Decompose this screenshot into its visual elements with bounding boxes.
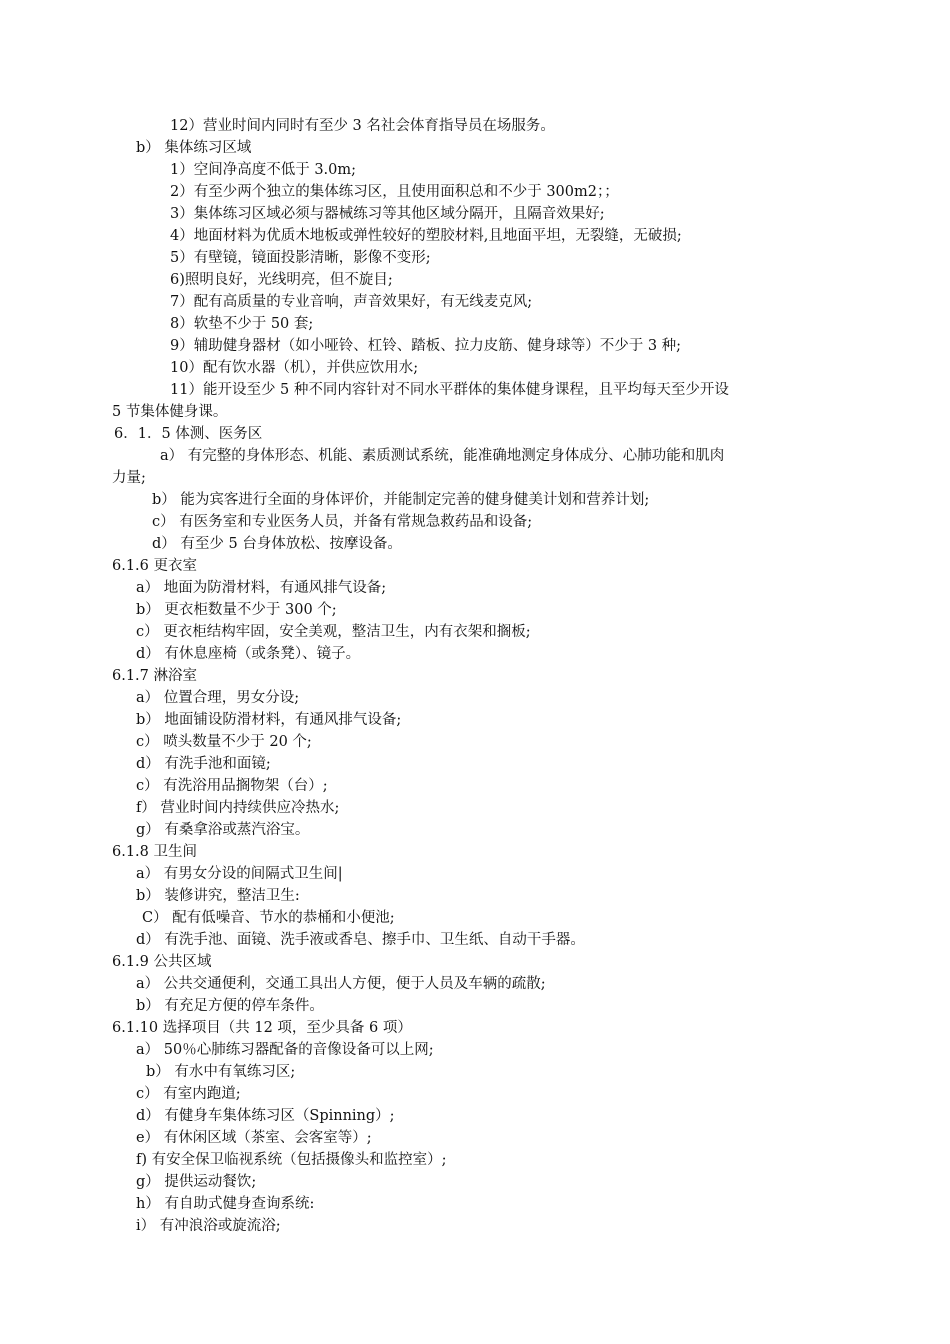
list-item: d） 有洗手池、面镜、洗手液或香皂、擦手巾、卫生纸、自动干手器。 bbox=[136, 932, 585, 948]
list-item: 2）有至少两个独立的集体练习区，且使用面积总和不少于 300m2；； bbox=[170, 184, 619, 200]
list-item: 12）营业时间内同时有至少 3 名社会体育指导员在场服务。 bbox=[170, 118, 555, 134]
list-item: 6)照明良好，光线明亮，但不旋目; bbox=[170, 272, 393, 288]
list-item: a） 有完整的身体形态、机能、素质测试系统，能准确地测定身体成分、心肺功能和肌肉 bbox=[160, 448, 725, 464]
section-heading: 6．1．5 体测、医务区 bbox=[114, 426, 263, 442]
list-item: d） 有至少 5 台身体放松、按摩设备。 bbox=[152, 536, 402, 552]
list-item: a） 有男女分设的间隔式卫生间| bbox=[136, 866, 343, 882]
list-item: h） 有自助式健身查询系统: bbox=[136, 1196, 315, 1212]
list-item: 8）软垫不少于 50 套; bbox=[170, 316, 314, 332]
section-heading: 6.1.7 淋浴室 bbox=[112, 668, 198, 684]
list-item: 3）集体练习区域必须与器械练习等其他区域分隔开，且隔音效果好; bbox=[170, 206, 605, 222]
list-item: d） 有健身车集体练习区（Spinning）; bbox=[136, 1108, 395, 1124]
subsection-heading: b） 集体练习区域 bbox=[136, 140, 252, 156]
list-item: d） 有洗手池和面镜; bbox=[136, 756, 271, 772]
list-item: c） 有医务室和专业医务人员，并备有常规急救药品和设备; bbox=[152, 514, 533, 530]
list-item: a） 位置合理，男女分设; bbox=[136, 690, 300, 706]
section-heading: 6.1.9 公共区域 bbox=[112, 954, 212, 970]
list-item: g） 提供运动餐饮; bbox=[136, 1174, 257, 1190]
list-item: g） 有桑拿浴或蒸汽浴宝。 bbox=[136, 822, 310, 838]
list-item: 5）有壁镜，镜面投影清晰，影像不变形; bbox=[170, 250, 431, 266]
list-item: b） 有充足方便的停车条件。 bbox=[136, 998, 324, 1014]
list-item: a） 公共交通便利，交通工具出人方便，便于人员及车辆的疏散; bbox=[136, 976, 546, 992]
list-item: c） 更衣柜结构牢固，安全美观，整洁卫生，内有衣架和搁板; bbox=[136, 624, 531, 640]
list-item: c） 有室内跑道; bbox=[136, 1086, 241, 1102]
list-item: 4）地面材料为优质木地板或弹性较好的塑胶材料,且地面平坦，无裂缝，无破损; bbox=[170, 228, 682, 244]
list-item: c） 有洗浴用品搁物架（台）; bbox=[136, 778, 328, 794]
list-item: f) 有安全保卫临视系统（包括摄像头和监控室）; bbox=[136, 1152, 447, 1168]
list-item: b） 装修讲究，整洁卫生: bbox=[136, 888, 300, 904]
list-item: b） 更衣柜数量不少于 300 个; bbox=[136, 602, 337, 618]
section-heading: 6.1.10 选择项目（共 12 项，至少具备 6 项） bbox=[112, 1020, 412, 1036]
list-item-continuation: 5 节集体健身课。 bbox=[112, 404, 228, 420]
section-heading: 6.1.8 卫生间 bbox=[112, 844, 198, 860]
list-item: b） 地面铺设防滑材料，有通风排气设备; bbox=[136, 712, 402, 728]
list-item: 9）辅助健身器材（如小哑铃、杠铃、踏板、拉力皮筋、健身球等）不少于 3 种; bbox=[170, 338, 682, 354]
list-item: b） 能为宾客进行全面的身体评价，并能制定完善的健身健美计划和营养计划; bbox=[152, 492, 650, 508]
list-item: e） 有休闲区域（茶室、会客室等）; bbox=[136, 1130, 372, 1146]
list-item: i） 有冲浪浴或旋流浴; bbox=[136, 1218, 281, 1234]
list-item: 1）空间净高度不低于 3.0m; bbox=[170, 162, 357, 178]
list-item: a） 50％心肺练习器配备的音像设备可以上网; bbox=[136, 1042, 434, 1058]
list-item: f） 营业时间内持续供应冷热水; bbox=[136, 800, 340, 816]
list-item: c） 喷头数量不少于 20 个; bbox=[136, 734, 312, 750]
list-item-continuation: 力量; bbox=[112, 470, 146, 486]
list-item: d） 有休息座椅（或条凳）、镜子。 bbox=[136, 646, 361, 662]
section-heading: 6.1.6 更衣室 bbox=[112, 558, 198, 574]
list-item: 11）能开设至少 5 种不同内容针对不同水平群体的集体健身课程，且平均每天至少开设 bbox=[170, 382, 729, 398]
list-item: 7）配有高质量的专业音响，声音效果好，有无线麦克风; bbox=[170, 294, 533, 310]
list-item: 10）配有饮水器（机），并供应饮用水; bbox=[170, 360, 419, 376]
list-item: C） 配有低噪音、节水的恭桶和小便池; bbox=[142, 910, 395, 926]
list-item: a） 地面为防滑材料，有通风排气设备; bbox=[136, 580, 387, 596]
list-item: b） 有水中有氧练习区; bbox=[146, 1064, 296, 1080]
